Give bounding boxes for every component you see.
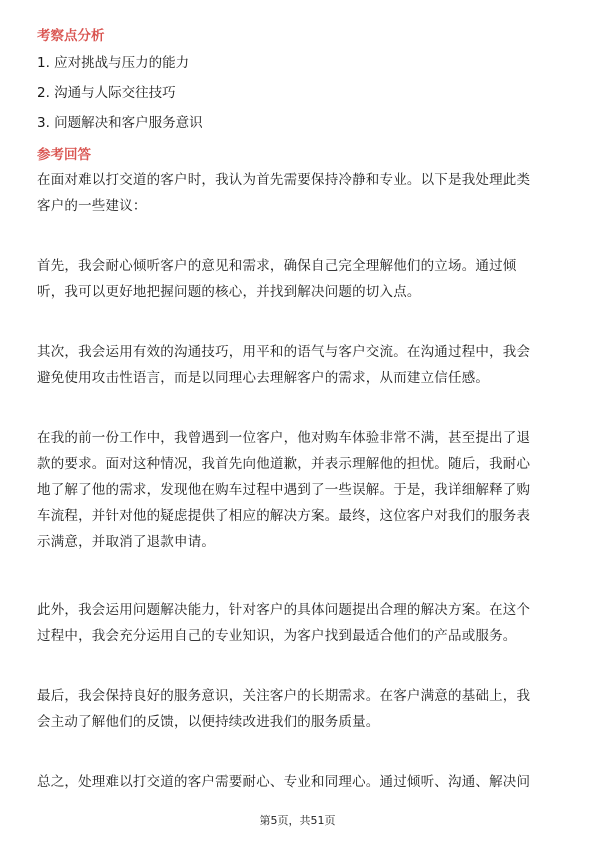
paragraph-line: 其次，我会运用有效的沟通技巧，用平和的语气与客户交流。在沟通过程中，我会 — [37, 344, 531, 360]
paragraph-line: 此外，我会运用问题解决能力，针对客户的具体问题提出合理的解决方案。在这个 — [37, 602, 531, 618]
paragraph-line: 地了解了他的需求，发现他在购车过程中遇到了一些误解。于是，我详细解释了购 — [37, 482, 531, 498]
paragraph-line: 在面对难以打交道的客户时，我认为首先需要保持冷静和专业。以下是我处理此类 — [37, 172, 531, 188]
paragraph-summary — [37, 769, 562, 795]
paragraph-intro — [37, 167, 562, 219]
paragraph-line: 首先，我会耐心倾听客户的意见和需求，确保自己完全理解他们的立场。通过倾 — [37, 258, 517, 274]
paragraph-line: 听，我可以更好地把握问题的核心，并找到解决问题的切入点。 — [37, 284, 421, 300]
paragraph-line: 过程中，我会充分运用自己的专业知识，为客户找到最适合他们的产品或服务。 — [37, 628, 517, 644]
paragraph-line: 在我的前一份工作中，我曾遇到一位客户，他对购车体验非常不满，甚至提出了退 — [37, 430, 531, 446]
answer-heading: 参考回答 — [37, 147, 91, 163]
paragraph-listening — [37, 253, 562, 305]
analysis-heading: 考察点分析 — [37, 28, 105, 44]
paragraph-line: 会主动了解他们的反馈，以便持续改进我们的服务质量。 — [37, 714, 380, 730]
paragraph-line: 客户的一些建议： — [37, 198, 147, 214]
paragraph-line: 总之，处理难以打交道的客户需要耐心、专业和同理心。通过倾听、沟通、解决问 — [37, 774, 531, 790]
paragraph-line: 车流程，并针对他的疑虑提供了相应的解决方案。最终，这位客户对我们的服务表 — [37, 508, 531, 524]
paragraph-problem-solving — [37, 597, 562, 649]
paragraph-line: 款的要求。面对这种情况，我首先向他道歉，并表示理解他的担忧。随后，我耐心 — [37, 456, 531, 472]
paragraph-example — [37, 425, 562, 555]
analysis-item-1: 1. 应对挑战与压力的能力 — [37, 55, 190, 71]
page-number: 第5页，共51页 — [259, 814, 336, 827]
paragraph-communication — [37, 339, 562, 391]
analysis-item-3: 3. 问题解决和客户服务意识 — [37, 115, 203, 131]
paragraph-service — [37, 683, 562, 735]
paragraph-line: 示满意，并取消了退款申请。 — [37, 534, 216, 550]
paragraph-line: 避免使用攻击性语言，而是以同理心去理解客户的需求，从而建立信任感。 — [37, 370, 490, 386]
analysis-item-2: 2. 沟通与人际交往技巧 — [37, 85, 176, 101]
paragraph-line: 最后，我会保持良好的服务意识，关注客户的长期需求。在客户满意的基础上，我 — [37, 688, 531, 704]
